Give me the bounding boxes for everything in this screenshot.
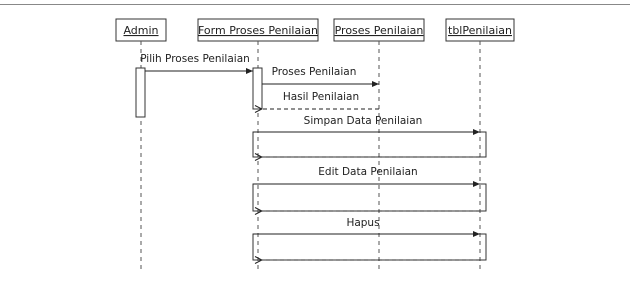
message-label-pilih: Pilih Proses Penilaian [140, 53, 250, 65]
participant-label-admin: Admin [123, 24, 159, 37]
activation-admin [136, 68, 145, 117]
activation-form-simpan [253, 132, 486, 157]
participant-label-form: Form Proses Penilaian [198, 24, 318, 37]
return-label-hasil: Hasil Penilaian [282, 91, 360, 103]
activation-form-edit [253, 184, 486, 211]
message-label-simpan: Simpan Data Penilaian [303, 115, 423, 127]
message-label-hapus: Hapus [346, 217, 380, 229]
activation-form-hapus [253, 234, 486, 260]
message-label-edit: Edit Data Penilaian [318, 166, 418, 178]
message-label-proses: Proses Penilaian [271, 66, 357, 78]
activation-form [253, 68, 262, 109]
participant-label-tbl: tblPenilaian [448, 24, 512, 37]
participant-label-proses: Proses Penilaian [334, 24, 424, 37]
